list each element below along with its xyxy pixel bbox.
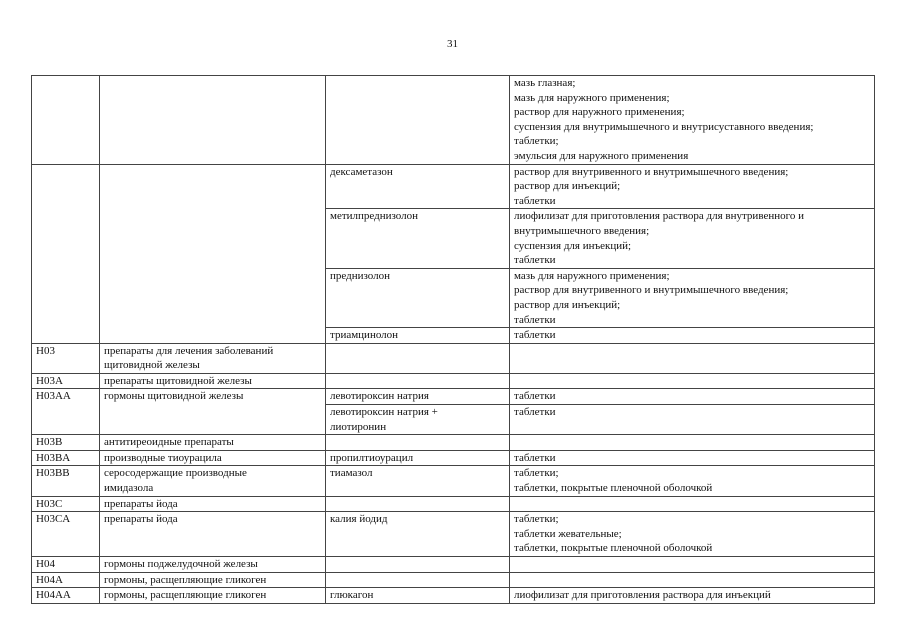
drug-cell (326, 588, 510, 604)
atc-code-cell (32, 389, 100, 435)
atc-code-cell-line: H03 (36, 344, 55, 357)
group-cell-line: серосодержащие производные (104, 467, 247, 480)
group-cell (100, 512, 326, 557)
forms-cell-line: раствор для наружного применения; (514, 106, 685, 119)
forms-cell-line: раствор для инъекций; (514, 298, 621, 311)
forms-cell (510, 496, 875, 512)
forms-cell-line: таблетки (514, 390, 556, 403)
forms-cell-line: мазь глазная; (514, 77, 576, 89)
atc-code-cell-line: H04 (36, 558, 55, 570)
drug-cell (326, 572, 510, 588)
group-cell (100, 164, 326, 343)
forms-cell (510, 164, 875, 209)
forms-cell-line: таблетки (514, 313, 556, 326)
forms-cell-line: эмульсия для наружного применения (514, 149, 689, 162)
group-cell (100, 557, 326, 573)
atc-code-cell-line: H03C (36, 497, 63, 510)
group-cell-line: препараты щитовидной железы (104, 374, 252, 387)
drug-cell (326, 435, 510, 451)
forms-cell (510, 76, 875, 165)
forms-cell-line: мазь для наружного применения; (514, 269, 670, 282)
forms-cell-line: суспензия для внутримышечного и внутрисуставного введения; (514, 120, 814, 133)
atc-code-cell (32, 512, 100, 557)
atc-code-cell (32, 435, 100, 451)
atc-code-cell (32, 466, 100, 496)
drug-table (31, 75, 875, 604)
group-cell-line: препараты йода (104, 497, 178, 510)
forms-cell (510, 450, 875, 466)
group-cell-line: гормоны, расщепляющие гликоген (104, 589, 267, 602)
atc-code-cell (32, 373, 100, 389)
table-row (32, 496, 875, 512)
drug-cell (326, 328, 510, 344)
forms-cell-line: раствор для инъекций; (514, 180, 621, 193)
group-cell (100, 450, 326, 466)
drug-cell (326, 405, 510, 435)
atc-code-cell-line: H03B (36, 436, 63, 449)
atc-code-cell-line: H04AA (36, 589, 71, 602)
forms-cell-line: таблетки (514, 451, 556, 464)
group-cell (100, 373, 326, 389)
forms-cell (510, 588, 875, 604)
forms-cell (510, 466, 875, 496)
drug-cell (326, 450, 510, 466)
group-cell (100, 389, 326, 435)
forms-cell-line: таблетки (514, 406, 556, 419)
table-row (32, 343, 875, 373)
forms-cell-line: мазь для наружного применения; (514, 91, 670, 104)
group-cell-line: препараты йода (104, 513, 178, 526)
group-cell-line: препараты для лечения заболеваний (104, 344, 274, 357)
drug-cell-line: триамцинолон (330, 329, 399, 342)
forms-cell-line: таблетки; (514, 513, 559, 526)
atc-code-cell (32, 450, 100, 466)
drug-cell (326, 389, 510, 405)
forms-cell (510, 512, 875, 557)
forms-cell (510, 572, 875, 588)
drug-cell (326, 373, 510, 389)
drug-cell (326, 512, 510, 557)
atc-code-cell (32, 572, 100, 588)
table-row (32, 389, 875, 405)
atc-code-cell-line: H03BB (36, 467, 70, 480)
atc-code-cell (32, 557, 100, 573)
forms-cell-line: таблетки (514, 194, 556, 207)
forms-cell-line: таблетки, покрытые пленочной оболочкой (514, 482, 713, 495)
group-cell (100, 435, 326, 451)
drug-cell-line: тиамазол (330, 467, 373, 480)
atc-code-cell-line: H03BA (36, 451, 71, 464)
table-row (32, 435, 875, 451)
forms-cell (510, 268, 875, 327)
drug-cell-line: лиотиронин (330, 420, 387, 433)
forms-cell-line: таблетки (514, 329, 556, 342)
forms-cell-line: суспензия для инъекций; (514, 239, 632, 252)
atc-code-cell-line: H03AA (36, 390, 71, 403)
forms-cell (510, 373, 875, 389)
group-cell-line: производные тиоурацила (104, 451, 222, 464)
atc-code-cell (32, 343, 100, 373)
forms-cell-line: лиофилизат для приготовления раствора для инъекций (514, 589, 771, 602)
table-row (32, 450, 875, 466)
forms-cell (510, 557, 875, 573)
atc-code-cell (32, 496, 100, 512)
forms-cell (510, 209, 875, 268)
drug-cell (326, 466, 510, 496)
group-cell (100, 588, 326, 604)
forms-cell-line: таблетки, покрытые пленочной оболочкой (514, 542, 713, 555)
drug-cell-line: преднизолон (330, 269, 391, 282)
drug-cell (326, 76, 510, 165)
drug-cell-line: метилпреднизолон (330, 210, 419, 223)
forms-cell (510, 435, 875, 451)
drug-cell-line: дексаметазон (330, 165, 393, 178)
group-cell (100, 572, 326, 588)
forms-cell-line: таблетки; (514, 467, 559, 480)
group-cell (100, 496, 326, 512)
group-cell (100, 76, 326, 165)
group-cell-line: имидазола (104, 482, 154, 495)
forms-cell-line: лиофилизат для приготовления раствора для внутривенного и (514, 210, 804, 223)
table-row (32, 572, 875, 588)
table-row (32, 164, 875, 209)
forms-cell-line: внутримышечного введения; (514, 224, 650, 237)
table-row (32, 466, 875, 496)
forms-cell (510, 405, 875, 435)
forms-cell (510, 328, 875, 344)
atc-code-cell-line: H04A (36, 573, 63, 586)
table-row (32, 373, 875, 389)
atc-code-cell (32, 588, 100, 604)
atc-code-cell-line: H03CA (36, 513, 71, 526)
drug-cell-line: левотироксин натрия + (330, 406, 438, 419)
drug-cell-line: пропилтиоурацил (330, 451, 414, 464)
forms-cell-line: таблетки; (514, 135, 559, 148)
page-number: 31 (447, 38, 458, 50)
group-cell-line: гормоны щитовидной железы (104, 390, 244, 403)
group-cell-line: антитиреоидные препараты (104, 436, 234, 449)
group-cell-line: щитовидной железы (104, 359, 200, 372)
atc-code-cell (32, 164, 100, 343)
forms-cell (510, 343, 875, 373)
group-cell (100, 343, 326, 373)
drug-cell-line: калия йодид (330, 513, 388, 526)
table-row (32, 557, 875, 573)
drug-cell (326, 164, 510, 209)
drug-cell-line: левотироксин натрия (330, 390, 429, 403)
forms-cell-line: таблетки (514, 254, 556, 267)
forms-cell-line: таблетки жевательные; (514, 527, 622, 540)
atc-code-cell (32, 76, 100, 165)
drug-cell (326, 496, 510, 512)
atc-code-cell-line: H03A (36, 374, 63, 387)
forms-cell-line: раствор для внутривенного и внутримышечного введения; (514, 284, 789, 297)
drug-cell-line: глюкагон (330, 589, 374, 602)
drug-cell (326, 557, 510, 573)
group-cell (100, 466, 326, 496)
drug-cell (326, 268, 510, 327)
table-row (32, 588, 875, 604)
drug-cell (326, 209, 510, 268)
group-cell-line: гормоны поджелудочной железы (104, 558, 258, 570)
table-row (32, 512, 875, 557)
drug-cell (326, 343, 510, 373)
table-row (32, 76, 875, 165)
forms-cell-line: раствор для внутривенного и внутримышечного введения; (514, 165, 789, 178)
forms-cell (510, 389, 875, 405)
group-cell-line: гормоны, расщепляющие гликоген (104, 573, 267, 586)
